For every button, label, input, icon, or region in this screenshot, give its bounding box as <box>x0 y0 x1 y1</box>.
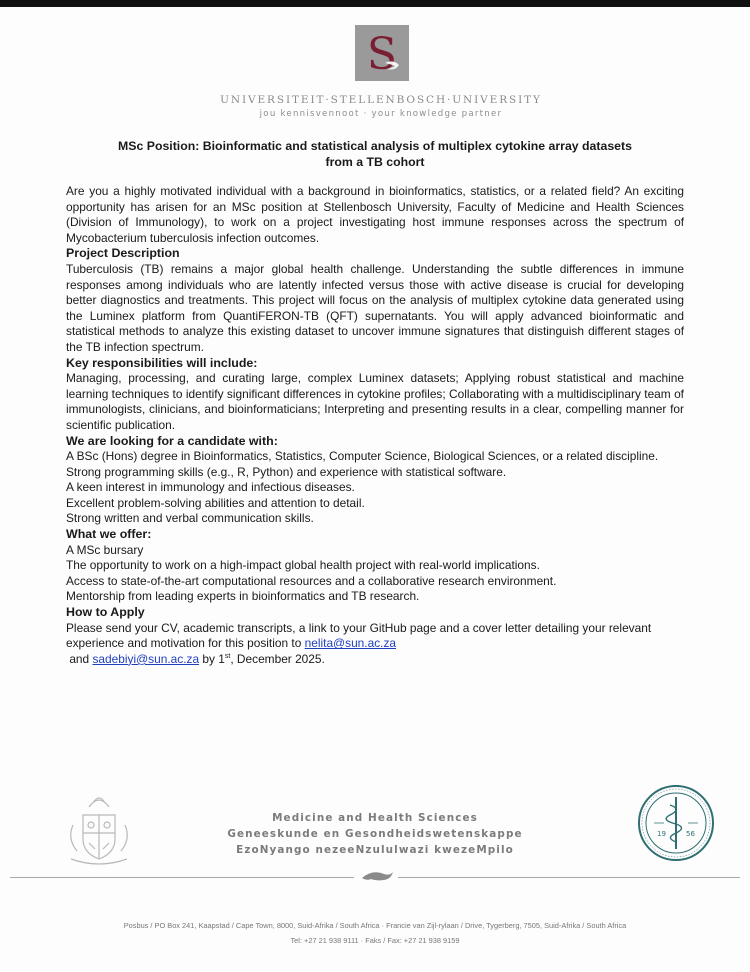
svg-text:56: 56 <box>686 830 695 838</box>
footer-address: Posbus / PO Box 241, Kaapstad / Cape Town, 8000, Suid-Afrika / South Africa · Francie van Zijl-rylaan / Drive, Tygerberg, 7505, Suid-Afrika / South Africa <box>123 921 627 930</box>
candidate-item: A BSc (Hons) degree in Bioinformatics, Statistics, Computer Science, Biological Sciences, or a related discipline. <box>66 449 659 464</box>
candidate-item: A keen interest in immunology and infectious diseases. <box>66 480 355 495</box>
svg-text:19: 19 <box>657 830 666 838</box>
offer-item: Mentorship from leading experts in bioinformatics and TB research. <box>66 589 420 604</box>
faculty-name-xhosa: EzoNyango nezeeNzululwazi kwezeMpilo <box>236 844 514 856</box>
offer-item: A MSc bursary <box>66 542 144 557</box>
project-heading: Project Description <box>66 246 180 261</box>
apply-deadline: by 1st, December 2025. <box>202 651 325 666</box>
intro-paragraph: Are you a highly motivated individual with a background in bioinformatics, statistics, or a related field? An exciting opportunity has arisen for an MSc position at Stellenbosch University, Faculty of Medicine and Health Sciences (Division of Immunology), to work on a project investigating host immune responses across the spectrum of Mycobacterium tuberculosis infection outcomes. <box>66 184 684 245</box>
faculty-name-afrikaans: Geneeskunde en Gesondheidswetenskappe <box>227 828 523 840</box>
offer-item: The opportunity to work on a high-impact global health project with real-world implications. <box>66 558 540 573</box>
university-name: UNIVERSITEIT·STELLENBOSCH·UNIVERSITY <box>220 94 542 106</box>
title-line-1: MSc Position: Bioinformatic and statistical analysis of multiplex cytokine array datasets <box>118 139 632 153</box>
apply-heading: How to Apply <box>66 605 145 620</box>
apply-and: and <box>69 651 90 666</box>
email-link-sadebiyi[interactable]: sadebiyi@sun.ac.za <box>92 651 200 666</box>
candidate-item: Strong programming skills (e.g., R, Python) and experience with statistical software. <box>66 464 507 479</box>
svg-text:S: S <box>366 29 398 80</box>
responsibilities-heading: Key responsibilities will include: <box>66 355 258 370</box>
responsibilities-paragraph: Managing, processing, and curating large, complex Luminex datasets; Applying robust statistical and machine learning techniques to identify significant differences in cytokine profiles; Collaborating with a multidisciplinary team of immunologists, clinicians, and bioinformaticians; Interpreting and presenting results in a clear, compelling manner for scientific publication. <box>66 371 684 432</box>
title-line-2: from a TB cohort <box>325 155 425 169</box>
apply-text: Please send your CV, academic transcripts, a link to your GitHub page and a cover letter detailing your relevant experience and motivation for this position to <box>66 620 652 651</box>
candidate-item: Excellent problem-solving abilities and attention to detail. <box>66 495 365 510</box>
apply-paragraph <box>66 621 684 668</box>
offer-heading: What we offer: <box>66 527 152 542</box>
email-link-nelita[interactable]: nelita@sun.ac.za <box>304 636 397 651</box>
document-body <box>66 184 684 667</box>
project-paragraph: Tuberculosis (TB) remains a major global health challenge. Understanding the subtle differences in immune responses among individuals who are latently infected versus those with active disease is crucial for developing better diagnostics and treatments. This project will focus on the analysis of multiplex cytokine data generated using the Luminex platform from QuantiFERON-TB (QFT) supernatants. You will apply advanced bioinformatic and statistical methods to analyze this existing dataset to uncover immune signatures that distinguish different stages of the TB infection spectrum. <box>66 261 684 354</box>
stellenbosch-logo <box>355 25 409 81</box>
offer-item: Access to state-of-the-art computational resources and a collaborative research environment. <box>66 573 557 588</box>
faculty-name-english: Medicine and Health Sciences <box>272 812 478 824</box>
top-border <box>0 0 750 7</box>
candidate-heading: We are looking for a candidate with: <box>66 433 278 448</box>
faculty-seal-icon <box>636 783 716 863</box>
coat-of-arms-icon <box>63 785 135 867</box>
bird-emblem-icon <box>354 865 398 887</box>
footer-phone: Tel: +27 21 938 9111 · Faks / Fax: +27 21 938 9159 <box>290 936 460 945</box>
page-title <box>70 138 680 170</box>
candidate-item: Strong written and verbal communication skills. <box>66 511 314 526</box>
university-tagline: jou kennisvennoot · your knowledge partner <box>259 109 503 119</box>
